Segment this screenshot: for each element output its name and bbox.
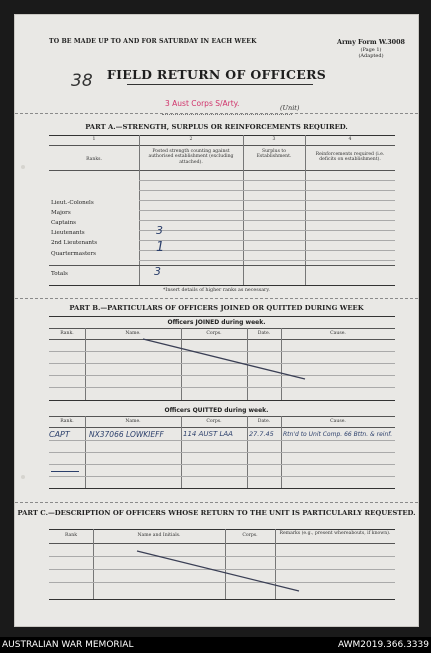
- row-line: [49, 440, 395, 441]
- row-line: [139, 200, 395, 201]
- part-c-col-remarks: Remarks (e.g., present whereabouts, if known).: [279, 531, 391, 536]
- instruction-text: TO BE MADE UP TO AND FOR SATURDAY IN EACH WEEK: [49, 38, 257, 45]
- document-page: [14, 14, 419, 627]
- handwritten-return-number: 38: [71, 71, 93, 91]
- row-line: [49, 452, 395, 453]
- handwritten-total: 3: [154, 265, 161, 278]
- joined-col-date: Date.: [257, 331, 271, 336]
- part-b-title: PART B.—PARTICULARS OF OFFICERS JOINED OR QUITTED DURING WEEK: [69, 304, 364, 312]
- col-number-2: 2: [189, 137, 193, 142]
- part-c-title: PART C.—DESCRIPTION OF OFFICERS WHOSE RETURN TO THE UNIT IS PARTICULARLY REQUESTED.: [17, 509, 416, 517]
- row-line: [139, 190, 395, 191]
- quitted-header-rule: [49, 427, 395, 428]
- quitted-bottom-rule: [49, 488, 395, 489]
- joined-title: Officers JOINED during week.: [167, 319, 266, 326]
- col-header-posted: Posted strength counting against authorised establishment (excluding attached).: [148, 149, 234, 165]
- joined-bottom-rule: [49, 400, 395, 401]
- handwritten-2nd-lieutenants-count: 1: [156, 240, 165, 255]
- quitted-title: Officers QUITTED during week.: [164, 407, 269, 414]
- quitted-corps: 114 AUST LAA: [183, 430, 233, 438]
- form-number-label: Army Form W.3008: [336, 38, 406, 46]
- rank-majors: Majors: [51, 210, 71, 216]
- quitted-col-cause: Cause.: [330, 419, 346, 424]
- quitted-rank: CAPT: [49, 430, 70, 439]
- part-c-top-rule: [49, 529, 395, 530]
- part-a-footnote: *Insert details of higher ranks as necessary.: [163, 288, 270, 293]
- page-title: FIELD RETURN OF OFFICERS: [106, 67, 327, 82]
- joined-strike-line: [139, 337, 309, 383]
- row-line: [49, 476, 395, 477]
- row-line: [139, 260, 395, 261]
- quitted-col-corps: Corps.: [206, 419, 222, 424]
- joined-title-rule: [49, 328, 395, 329]
- joined-col-corps: Corps.: [206, 331, 222, 336]
- quitted-cause: Rtn'd to Unit Comp. 66 Bttn. & reinf.: [283, 431, 393, 438]
- quitted-col-rank: Rank.: [60, 419, 74, 424]
- part-c-col-name: Name and Initials.: [137, 533, 181, 538]
- col-number-4: 4: [348, 137, 352, 142]
- part-b-top-rule: [49, 316, 395, 317]
- quitted-title-rule: [49, 416, 395, 417]
- part-c-col-corps: Corps.: [242, 533, 258, 538]
- joined-col-rank: Rank.: [60, 331, 74, 336]
- quitted-col-name: Name.: [125, 419, 141, 424]
- rank-lieutenants: Lieutenants: [51, 230, 85, 236]
- handwritten-lieutenants-count: 3: [156, 224, 163, 237]
- row-line: [49, 387, 395, 388]
- quitted-rank-dash: [51, 471, 79, 472]
- rank-lieut-colonels: Lieut.-Colonels: [51, 200, 94, 206]
- col-divider: [85, 328, 86, 400]
- header-rule: [49, 170, 395, 171]
- row-line: [139, 240, 395, 241]
- col-header-reinforcements: Reinforcements required (i.e. deficits on establishment).: [315, 152, 385, 163]
- title-underline: [127, 84, 313, 85]
- part-c-bottom-rule: [49, 599, 395, 600]
- quitted-name: NX37066 LOWKIEFF: [89, 430, 164, 439]
- quitted-date: 27.7.45: [249, 430, 274, 438]
- divider: [15, 502, 418, 503]
- divider: [15, 298, 418, 299]
- row-line: [49, 464, 395, 465]
- part-c-strike-line: [133, 549, 303, 595]
- col-number-1: 1: [92, 137, 96, 142]
- part-a-top-rule: [49, 135, 395, 136]
- rank-2nd-lieutenants: 2nd Lieutenants: [51, 240, 98, 246]
- footer-accession-number: AWM2019.366.3339: [337, 640, 429, 650]
- row-line: [139, 210, 395, 211]
- form-page: (Page 1): [360, 46, 382, 53]
- unit-label: (Unit): [280, 104, 300, 112]
- footer-credit: AUSTRALIAN WAR MEMORIAL: [2, 640, 134, 650]
- part-a-bottom-rule: [49, 285, 395, 286]
- rank-captains: Captains: [51, 220, 77, 226]
- col-divider: [93, 529, 94, 599]
- part-c-header-rule: [49, 543, 395, 544]
- quitted-col-date: Date.: [257, 419, 271, 424]
- rank-quartermasters: Quartermasters: [51, 251, 97, 257]
- col-number-rule: [49, 145, 395, 146]
- row-line: [139, 180, 395, 181]
- row-line: [139, 220, 395, 221]
- unit-stamp: 3 Aust Corps S/Arty.: [165, 99, 240, 108]
- col-header-surplus: Surplus to Establishment.: [256, 149, 292, 160]
- part-a-title: PART A.—STRENGTH, SURPLUS OR REINFORCEMENTS REQUIRED.: [85, 123, 348, 131]
- col-header-ranks: Ranks.: [86, 157, 102, 162]
- totals-rule: [49, 265, 395, 266]
- totals-label: Totals: [51, 271, 68, 277]
- row-line: [139, 230, 395, 231]
- form-adapted: (Adapted): [358, 52, 384, 59]
- divider: [15, 113, 418, 114]
- form-number: [331, 39, 411, 59]
- part-c-col-rank: Rank: [64, 533, 78, 538]
- col-number-3: 3: [272, 137, 276, 142]
- row-line: [139, 250, 395, 251]
- joined-col-cause: Cause.: [330, 331, 346, 336]
- joined-col-name: Name.: [125, 331, 141, 336]
